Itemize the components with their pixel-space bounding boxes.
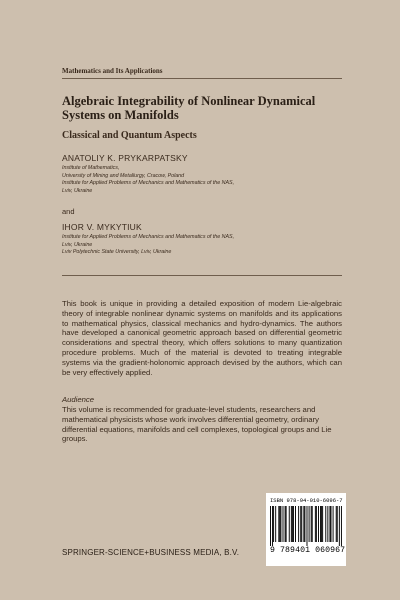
author-affiliations-1 <box>62 165 362 196</box>
barcode-bar <box>285 506 286 542</box>
barcode-bar <box>320 506 321 542</box>
barcode-bar <box>298 506 299 542</box>
barcode-bar <box>333 506 334 542</box>
author-name-2: IHOR V. MYKYTIUK <box>62 222 142 232</box>
barcode-bar <box>331 506 332 542</box>
book-description: This book is unique in providing a detailed exposition of modern Lie-algebraic theory of integrable nonlinear dynamic systems on manifolds and its applications to mathematical physics, classical mechanics and hydro-dynamics. The authors have developed a canonical geometric approach based on differential geometric considerations and spectral theory, which offers solutions to many quantization procedure problems. Much of the material is devoted to treating integrable systems via the gradient-holonomic approach devised by the authors, which can be very effectively applied. <box>62 299 342 377</box>
barcode-bar <box>273 506 274 542</box>
barcode-bar <box>303 506 304 542</box>
series-name: Mathematics and Its Applications <box>62 67 163 75</box>
audience-label: Audience <box>62 395 95 404</box>
affiliation-line: Institute for Applied Problems of Mechanics and Mathematics of the NAS, <box>62 180 235 187</box>
barcode-bar <box>315 506 316 542</box>
barcode-bar <box>286 506 287 542</box>
affiliation-line: Lviv Polytechnic State University, Lviv, Ukraine <box>62 249 172 256</box>
book-title: Algebraic Integrability of Nonlinear Dynamical Systems on Manifolds <box>62 94 316 122</box>
affiliation-line: Institute of Mathematics, <box>62 165 120 171</box>
barcode-bar <box>272 506 273 546</box>
barcode-bar <box>329 506 330 542</box>
publisher-name: SPRINGER-SCIENCE+BUSINESS MEDIA, B.V. <box>62 548 240 557</box>
barcode-bar <box>270 506 271 546</box>
book-subtitle: Classical and Quantum Aspects <box>62 130 197 141</box>
barcode-bar <box>304 506 305 542</box>
barcode-bar <box>293 506 294 542</box>
barcode-bars <box>270 506 342 546</box>
barcode-bar <box>312 506 313 542</box>
barcode-bar <box>292 506 293 542</box>
barcode-bar <box>300 506 301 542</box>
barcode-digits: 9 789401 060967 <box>270 546 346 555</box>
series-rule-divider <box>62 78 342 79</box>
barcode-bar <box>309 506 310 542</box>
barcode-bar <box>318 506 319 542</box>
barcode-bar <box>291 506 292 542</box>
barcode-bar <box>311 506 312 542</box>
barcode-bar <box>283 506 284 542</box>
barcode-bar <box>316 506 317 542</box>
barcode-bar <box>278 506 279 542</box>
author-name-1: ANATOLIY K. PRYKARPATSKY <box>62 153 188 163</box>
affiliation-line: Institute for Applied Problems of Mechanics and Mathematics of the NAS, <box>62 234 235 240</box>
barcode-bar <box>339 506 340 546</box>
barcode-bar <box>337 506 338 542</box>
isbn-number: ISBN 978-94-010-6096-7 <box>270 497 343 504</box>
barcode-bar <box>321 506 322 542</box>
barcode-bar <box>280 506 281 542</box>
barcode-bar <box>327 506 328 542</box>
barcode-bar <box>289 506 290 542</box>
affiliation-line: University of Mining and Metallurgy, Cracow, Poland <box>62 172 185 179</box>
author-affiliations-2 <box>62 234 362 257</box>
barcode-bar <box>325 506 326 542</box>
barcode-bar <box>307 506 308 546</box>
affiliation-line: Lviv, Ukraine <box>62 241 93 248</box>
barcode-bar <box>295 506 296 542</box>
isbn-barcode <box>266 493 346 566</box>
section-rule-divider <box>62 275 342 276</box>
barcode-bar <box>341 506 342 546</box>
author-conjunction: and <box>62 207 75 216</box>
affiliation-line: Lviv, Ukraine <box>62 188 93 195</box>
barcode-bar <box>275 506 276 542</box>
barcode-bar <box>279 506 280 542</box>
barcode-bar <box>301 506 302 542</box>
audience-text: This volume is recommended for graduate-level students, researchers and mathematical physicists whose work involves differential geometry, ordinary differential equations, manifolds and cell complexes, topological groups and Lie groups. <box>62 405 332 444</box>
barcode-bar <box>322 506 323 542</box>
barcode-bar <box>336 506 337 542</box>
